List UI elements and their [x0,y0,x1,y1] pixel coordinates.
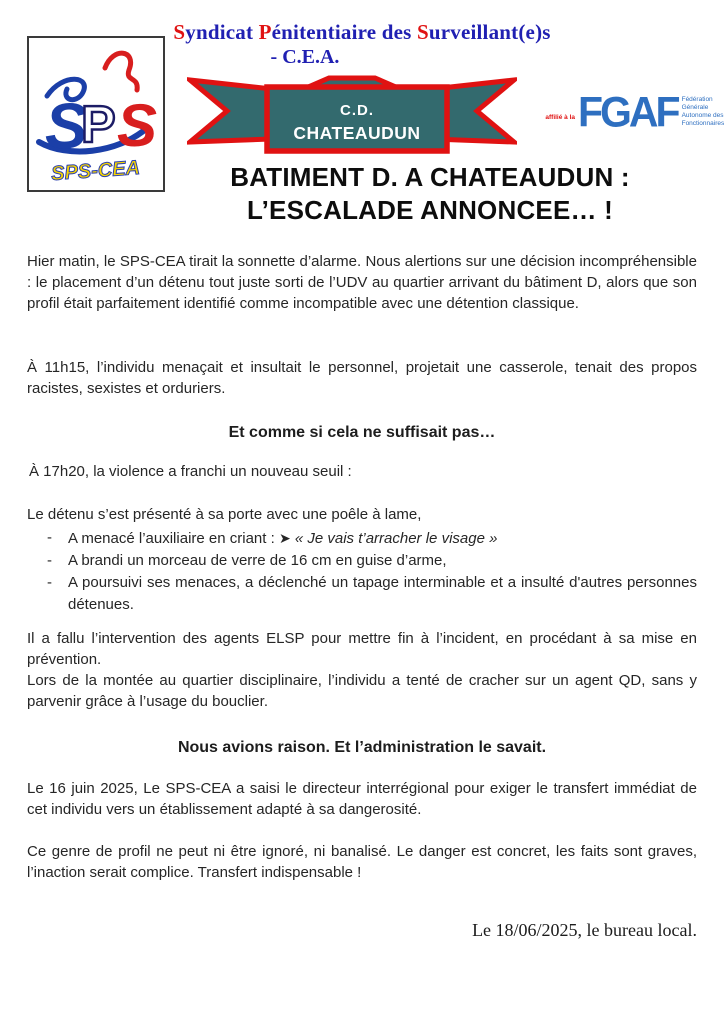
fgaf-logo [539,88,723,146]
paragraph-detenu-porte: Le détenu s’est présenté à sa porte avec une poêle à lame, [27,506,422,523]
sps-red-swirl [105,53,137,90]
heading-escalation: Et comme si cela ne suffisait pas… [228,424,496,441]
union-name-initial: S [416,20,429,44]
sps-logo [27,36,165,192]
paragraph-intervention: Il a fallu l’intervention des agents ELSP pour mettre fin à l’incident, en procédant à sa mise en prévention. Lors de la montée au quartier disciplinaire, l’individu a tenté de cracher sur un agent QD, sans y parvenir grâce à l’usage du bouclier. [27,630,697,710]
ribbon-text-line2: CHATEAUDUN [293,123,421,143]
union-acronym: - C.E.A. [270,46,340,68]
document-title [150,161,710,227]
dash-marker: - [47,529,52,546]
document-title-line1: BATIMENT D. A CHATEAUDUN : [230,162,630,192]
union-name-initial: S [173,20,186,44]
sps-logo-graphic [29,38,163,190]
paragraph-17h20: À 17h20, la violence a franchi un nouveau seuil : [29,463,352,480]
list-item: - A poursuivi ses menaces, a déclenché un tapage interminable et a insulté d'autres personnes détenues. [47,574,697,613]
sps-letter-s2: S [117,92,158,159]
sps-letter-p: P [81,96,116,154]
dash-marker: - [47,574,52,591]
date-signature: Le 18/06/2025, le bureau local. [472,920,697,940]
dash-marker: - [47,552,52,569]
paragraph-transfer-request: Le 16 juin 2025, Le SPS-CEA a saisi le directeur interrégional pour exiger le transfert immédiat de cet individu vers un établissement adapté à sa dangerosité. [27,780,697,818]
ribbon-text-line1: C.D. [340,102,374,119]
document-title-line2: L’ESCALADE ANNONCEE… ! [246,195,613,225]
fgaf-affiliation-label: affilié à la [545,114,575,121]
bullet-list [27,527,697,615]
sps-caption: SPS-CEA [50,156,141,186]
union-name-initial: P [258,20,272,44]
ribbon-banner [187,70,517,162]
fgaf-acronym: FGAF [578,87,678,137]
list-item: - A menacé l’auxiliaire en criant : ➤ « Je vais t’arracher le visage » [47,529,498,547]
union-name: Syndicat Pénitentiaire des Surveillant(e)s [173,20,551,44]
paragraph-conclusion: Ce genre de profil ne peut ni être ignoré, ni banalisé. Le danger est concret, les faits sont graves, l’inaction serait complice. Transfert indispensable ! [27,843,697,881]
arrow-icon: ➤ [278,530,291,546]
sps-letter-s1: S [45,90,88,162]
list-item: - A brandi un morceau de verre de 16 cm en guise d’arme, [27,550,697,572]
paragraph-alert: Hier matin, le SPS-CEA tirait la sonnette d’alarme. Nous alertions sur une décision incompréhensible : le placement d’un détenu tout juste sorti de l’UDV au quartier arrivant du bâtiment D, alors que son profil était parfaitement identifié comme incompatible avec une détention classique. [27,253,697,312]
fgaf-full-name: Fédération Générale Autonome des Fonctionnaires [681,96,724,127]
quoted-threat: « Je vais t’arracher le visage » [290,530,498,547]
paragraph-11h15: À 11h15, l’individu menaçait et insultait le personnel, projetait une casserole, tenait des propos racistes, sexistes et orduriers. [27,359,697,397]
heading-we-were-right: Nous avions raison. Et l’administration le savait. [177,739,547,756]
